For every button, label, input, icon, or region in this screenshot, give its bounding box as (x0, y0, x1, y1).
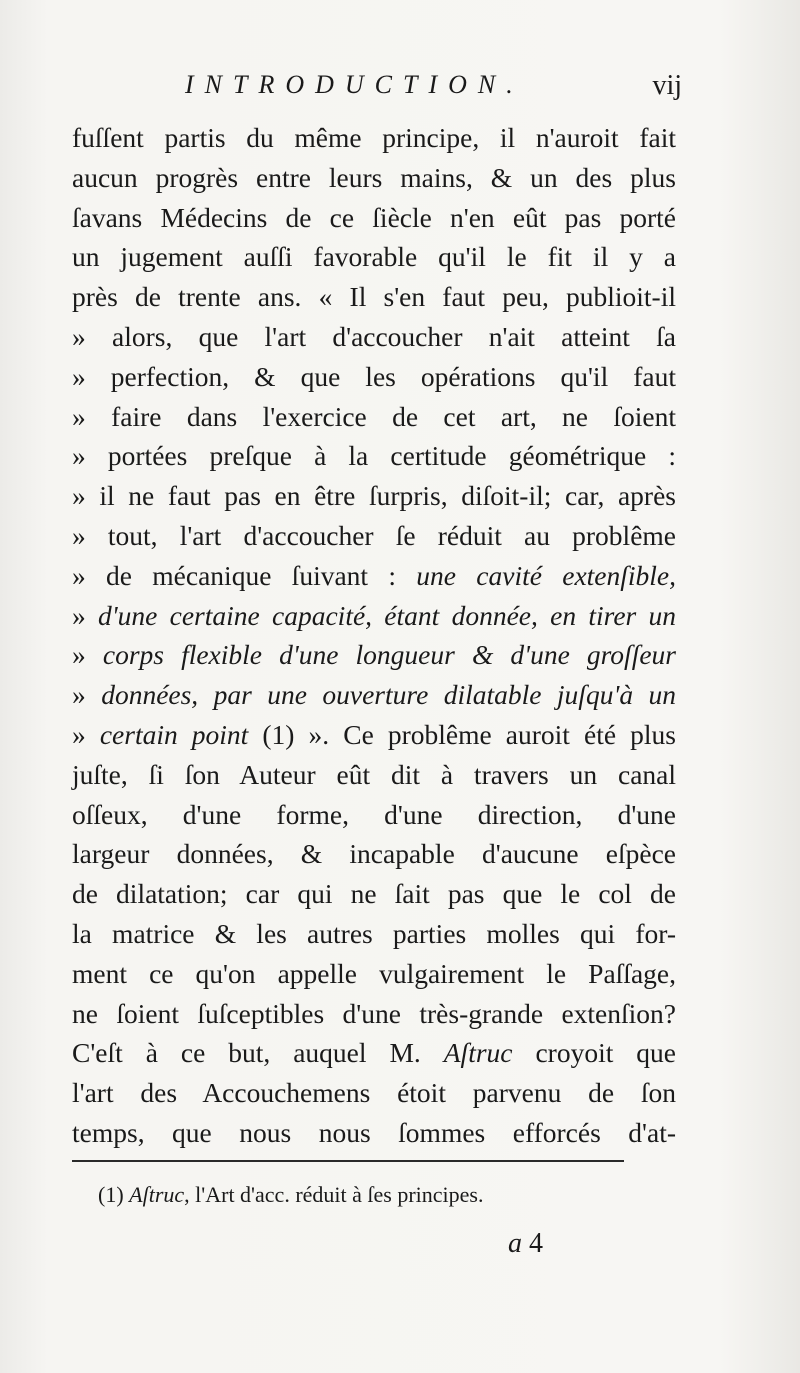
footnote-marker: (1) (98, 1182, 130, 1207)
body-text (72, 118, 676, 1153)
text-line-15-quote: » (72, 679, 102, 711)
text-line-10: » il ne faut pas en être ſurpris, diſoit-il; car, après (72, 480, 676, 512)
text-line-26: temps, que nous nous ſommes efforcés d'at- (72, 1116, 676, 1148)
text-line-7: » perfection, & que les opérations qu'il faut (72, 360, 676, 392)
text-line-13 (72, 596, 676, 636)
page-number: vij (652, 70, 682, 101)
page-header (70, 70, 688, 110)
text-line-11: » tout, l'art d'accoucher ſe réduit au problême (72, 519, 676, 551)
text-line-12-italic: une cavité extenſible, (416, 559, 676, 591)
text-line-1: fuſſent partis du même principe, il n'auroit fait (72, 122, 676, 153)
text-line-5: près de trente ans. « Il s'en faut peu, publioit-il (72, 281, 676, 313)
text-line-14 (72, 635, 676, 675)
text-line-14-italic: corps flexible d'une longueur & d'une groſſeur (102, 639, 676, 671)
text-line-19: largeur données, & incapable d'aucune eſpèce (72, 838, 676, 870)
text-line-8: » faire dans l'exercice de cet art, ne ſoient (72, 400, 676, 432)
text-line-12-roman: » de mécanique ſuivant : (72, 559, 417, 591)
text-line-15 (72, 675, 676, 715)
text-line-17: juſte, ſi ſon Auteur eût dit à travers un canal (72, 758, 676, 790)
text-line-13-italic: d'une certaine capacité, étant donnée, en tirer un (98, 599, 677, 631)
signature-letter: a (508, 1228, 522, 1259)
text-line-16-italic: certain point (99, 718, 249, 750)
text-line-16-quote: » (72, 718, 100, 750)
running-title: INTRODUCTION. (185, 70, 524, 99)
signature-number: 4 (522, 1228, 543, 1259)
text-line-13-quote: » (72, 599, 99, 631)
footnote-text: , l'Art d'acc. réduit à ſes principes. (184, 1182, 484, 1207)
text-line-24-rest: croyoit que (512, 1037, 676, 1069)
text-line-21: la matrice & les autres parties molles qui for- (72, 917, 676, 949)
text-line-18: oſſeux, d'une forme, d'une direction, d'une (72, 798, 676, 830)
text-line-2: aucun progrès entre leurs mains, & un des plus (72, 161, 676, 193)
text-line-24 (72, 1033, 676, 1073)
text-line-9: » portées preſque à la certitude géométrique : (72, 440, 676, 472)
footnote (98, 1180, 638, 1210)
footnote-author: Aſtruc (129, 1182, 185, 1207)
text-line-16 (72, 715, 676, 755)
footnote-rule (72, 1160, 624, 1162)
text-line-4: un jugement auſſi favorable qu'il le fit il y a (72, 241, 676, 273)
text-line-12 (72, 556, 676, 596)
text-line-23: ne ſoient ſuſceptibles d'une très-grande extenſion? (72, 997, 676, 1029)
signature-mark (508, 1228, 543, 1260)
author-name-italic: Aſtruc (443, 1037, 513, 1069)
text-line-16-roman: (1) ». Ce problême auroit été plus (248, 718, 676, 750)
text-line-22: ment ce qu'on appelle vulgairement le Paſſage, (72, 957, 676, 989)
text-line-24-roman: C'eſt à ce but, auquel M. (72, 1037, 444, 1069)
text-line-15-italic: données, par une ouverture dilatable juſqu'à un (101, 679, 677, 711)
text-line-25: l'art des Accouchemens étoit parvenu de ſon (72, 1077, 676, 1109)
text-line-3: ſavans Médecins de ce ſiècle n'en eût pas porté (72, 201, 676, 233)
text-line-6: » alors, que l'art d'accoucher n'ait atteint ſa (72, 320, 676, 352)
text-line-20: de dilatation; car qui ne ſait pas que le col de (72, 878, 676, 910)
text-line-14-quote: » (72, 639, 103, 671)
